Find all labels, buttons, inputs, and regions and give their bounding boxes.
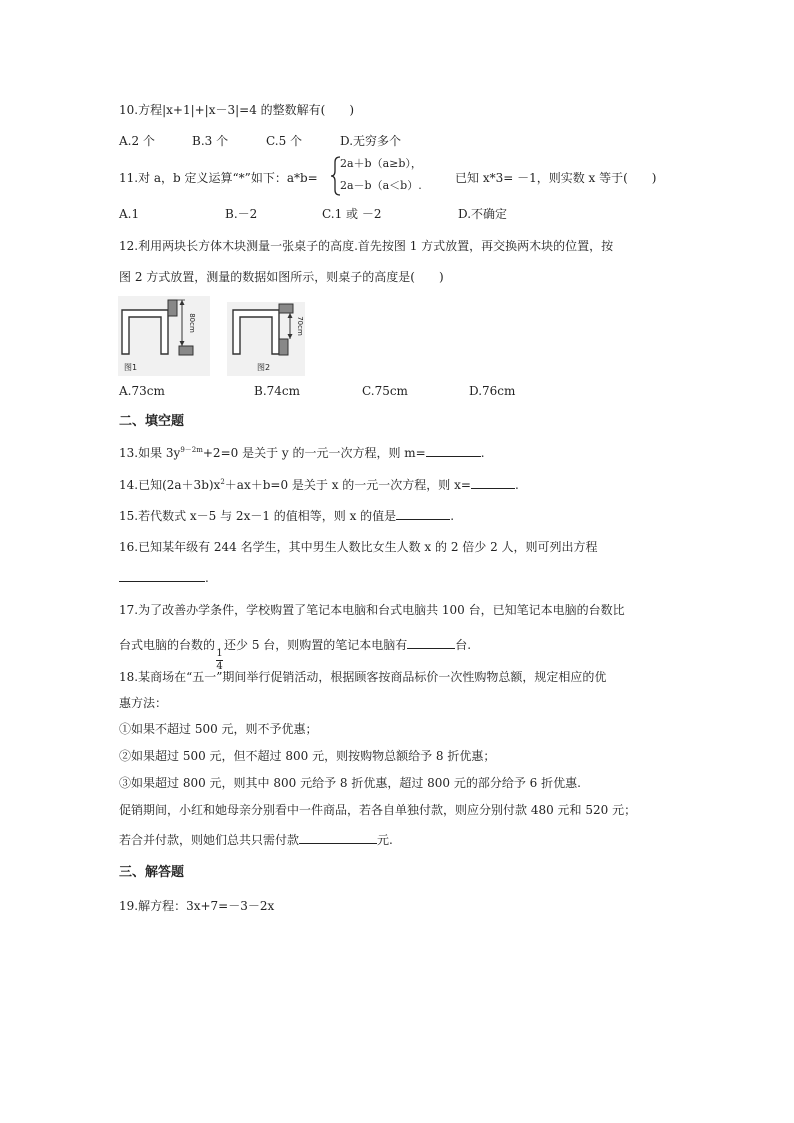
q14-exponent: 2 <box>220 478 225 486</box>
q18-line-7 <box>119 831 393 849</box>
q13-line <box>119 444 485 462</box>
q16-text: 16.已知某年级有 244 名学生，其中男生人数比女生人数 x 的 2 倍少 2 人，则可列出方程 <box>119 540 598 554</box>
q17-line-1: 17.为了改善办学条件，学校购置了笔记本电脑和台式电脑共 100 台，已知笔记本电脑的台数比 <box>119 603 625 617</box>
q13-post: +2=0 是关于 y 的一元一次方程，则 m= <box>202 446 426 460</box>
q10-stem: 10.方程|x+1|+|x－3|=4 的整数解有( ) <box>119 103 355 117</box>
q17-end: 台. <box>455 638 472 652</box>
q14-post: ＋ax＋b=0 是关于 x 的一元一次方程，则 x= <box>224 478 471 492</box>
q18-line-6: 促销期间，小红和她母亲分别看中一件商品，若各自单独付款，则应分别付款 480 元和 520 元； <box>119 803 637 817</box>
q15-text: 15.若代数式 x－5 与 2x－1 的值相等，则 x 的值是 <box>119 509 397 523</box>
q11-case-2: 2a－b（a＜b）. <box>340 179 422 192</box>
q15-end: . <box>450 509 455 523</box>
q11-stem-b: 已知 x*3= －1，则实数 x 等于( ) <box>455 171 657 185</box>
figure-2-caption: 图2 <box>257 363 271 372</box>
q16-answer-blank[interactable] <box>119 569 205 582</box>
q17-line-2 <box>119 636 471 672</box>
q10-option-c: C.5 个 <box>266 134 303 148</box>
q17-pre: 台式电脑的台数的 <box>119 638 216 652</box>
q13-exponent: 9－2m <box>180 446 203 454</box>
figure-1 <box>118 296 210 376</box>
q17-answer-blank[interactable] <box>407 636 455 649</box>
q10-option-a: A.2 个 <box>119 134 155 148</box>
q16-answer-line <box>119 569 209 587</box>
q12-option-c: C.75cm <box>362 384 408 398</box>
q13-pre: 13.如果 3y <box>119 446 181 460</box>
q19-text: 19.解方程：3x+7=－3－2x <box>119 899 275 913</box>
figure-1-measure: 80cm <box>188 313 196 333</box>
q10-option-b: B.3 个 <box>192 134 229 148</box>
q12-option-d: D.76cm <box>469 384 516 398</box>
q11-option-c: C.1 或 －2 <box>322 207 382 221</box>
q14-answer-blank[interactable] <box>471 476 515 489</box>
q10-option-d: D.无穷多个 <box>340 134 402 148</box>
q18-pre: 若合并付款，则她们总共只需付款 <box>119 833 300 847</box>
q18-rule-1: ①如果不超过 500 元，则不予优惠； <box>119 722 318 736</box>
q14-end: . <box>514 478 519 492</box>
q12-option-b: B.74cm <box>254 384 301 398</box>
q18-line-1: 18.某商场在“五一”期间举行促销活动，根据顾客按商品标价一次性购物总额，规定相应的优 <box>119 670 607 684</box>
q12-line-1: 12.利用两块长方体木块测量一张桌子的高度.首先按图 1 方式放置，再交换两木块的位置，按 <box>119 239 614 253</box>
q12-option-a: A.73cm <box>119 384 165 398</box>
q18-answer-blank[interactable] <box>299 831 377 844</box>
q14-pre: 14.已知(2a＋3b)x <box>119 478 221 492</box>
q11-option-d: D.不确定 <box>458 207 508 221</box>
q18-rule-3: ③如果超过 800 元，则其中 800 元给予 8 折优惠，超过 800 元的部分给予 6 折优惠. <box>119 776 581 790</box>
q11-case-1: 2a＋b（a≥b）， <box>340 157 422 170</box>
section-heading-fill-in: 二、填空题 <box>119 414 185 429</box>
q17-frac-num: 1 <box>216 648 223 659</box>
q11-option-b: B.－2 <box>225 207 258 221</box>
q18-rule-2: ②如果超过 500 元，但不超过 800 元，则按购物总额给予 8 折优惠； <box>119 749 496 763</box>
q13-answer-blank[interactable] <box>426 444 481 457</box>
q17-post: 还少 5 台，则购置的笔记本电脑有 <box>224 638 408 652</box>
q15-line <box>119 507 454 525</box>
q17-frac-den: 4 <box>216 661 223 672</box>
section-heading-solve: 三、解答题 <box>119 865 185 880</box>
q15-answer-blank[interactable] <box>396 507 450 520</box>
q11-option-a: A.1 <box>119 207 140 221</box>
figure-2 <box>227 302 305 376</box>
q16-end: . <box>205 571 209 585</box>
q18-line-2: 惠方法： <box>119 696 168 710</box>
figure-1-caption: 图1 <box>124 363 138 372</box>
q13-end: . <box>480 446 485 460</box>
q12-line-2: 图 2 方式放置，测量的数据如图所示，则桌子的高度是( ) <box>119 270 444 284</box>
q11-stem-a: 11.对 a，b 定义运算“*”如下：a*b= <box>119 171 318 185</box>
q14-line <box>119 476 519 494</box>
q18-end: 元. <box>377 833 393 847</box>
figure-2-measure: 70cm <box>296 316 304 336</box>
